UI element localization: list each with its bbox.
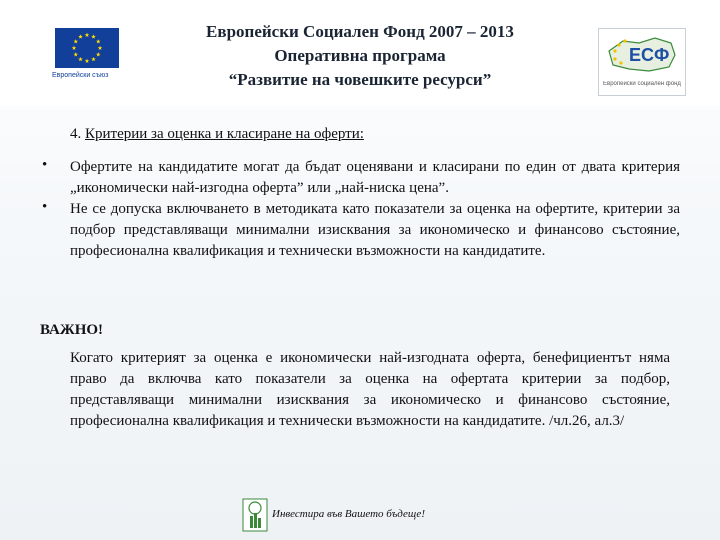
section-title: Критерии за оценка и класиране на оферти:	[85, 126, 364, 142]
eu-star-icon	[98, 46, 103, 50]
bullet-icon: •	[42, 157, 48, 173]
eu-star-icon	[73, 39, 78, 43]
title-line-2: Оперативна програма	[274, 46, 446, 65]
esf-logo-icon	[599, 29, 685, 79]
header-divider	[0, 98, 720, 112]
page-title	[150, 20, 570, 92]
eu-flag-icon	[55, 28, 119, 68]
eu-caption: Европейски съюз	[52, 72, 109, 79]
eu-stars	[55, 28, 119, 68]
eu-star-icon	[72, 46, 77, 50]
list-item	[40, 199, 680, 262]
title-line-1: Европейски Социален Фонд 2007 – 2013	[206, 22, 514, 41]
eu-star-icon	[78, 57, 83, 61]
list-item	[40, 157, 680, 199]
bullet-text-1: Офертите на кандидатите могат да бъдат оценявани и класирани по един от двата критерия „икономически най-изгодна оферта” или „най-ниска цена”.	[70, 159, 680, 196]
ophr-logo-icon	[242, 498, 268, 532]
esf-logo-text: ЕСФ	[629, 45, 670, 65]
eu-star-icon	[96, 39, 101, 43]
esf-caption: Европейски социален фонд	[603, 81, 681, 87]
eu-star-icon	[73, 52, 78, 56]
eu-star-icon	[91, 34, 96, 38]
section-number: 4.	[70, 126, 82, 142]
eu-logo	[52, 28, 130, 88]
eu-star-icon	[78, 34, 83, 38]
eu-star-icon	[96, 52, 101, 56]
bullet-list	[40, 157, 680, 262]
section-heading	[70, 126, 364, 143]
bullet-icon: •	[42, 199, 48, 215]
esf-logo	[598, 28, 686, 96]
title-line-3: “Развитие на човешките ресурси”	[228, 70, 492, 89]
eu-star-icon	[85, 59, 90, 63]
eu-star-icon	[91, 57, 96, 61]
important-text: Когато критерият за оценка е икономически най-изгодната оферта, бенефициентът няма право да включва като показатели за оценка на офертата критерии за подбор, представляващи минимални изисквания за икономическо и финансово състояние, професионална квалификация и технически възможности на кандидатите. /чл.26, ал.3/	[70, 350, 670, 429]
eu-star-icon	[85, 33, 90, 37]
footer-slogan: Инвестира във Вашето бъдеще!	[272, 508, 425, 520]
bullet-text-2: Не се допуска включването в методиката като показатели за оценка на офертите, критерии за подбор представляващи минимални изисквания за икономическо и финансово състояние, професионална квалификация и технически възможности на кандидатите.	[70, 201, 680, 259]
important-label: ВАЖНО!	[40, 322, 104, 338]
